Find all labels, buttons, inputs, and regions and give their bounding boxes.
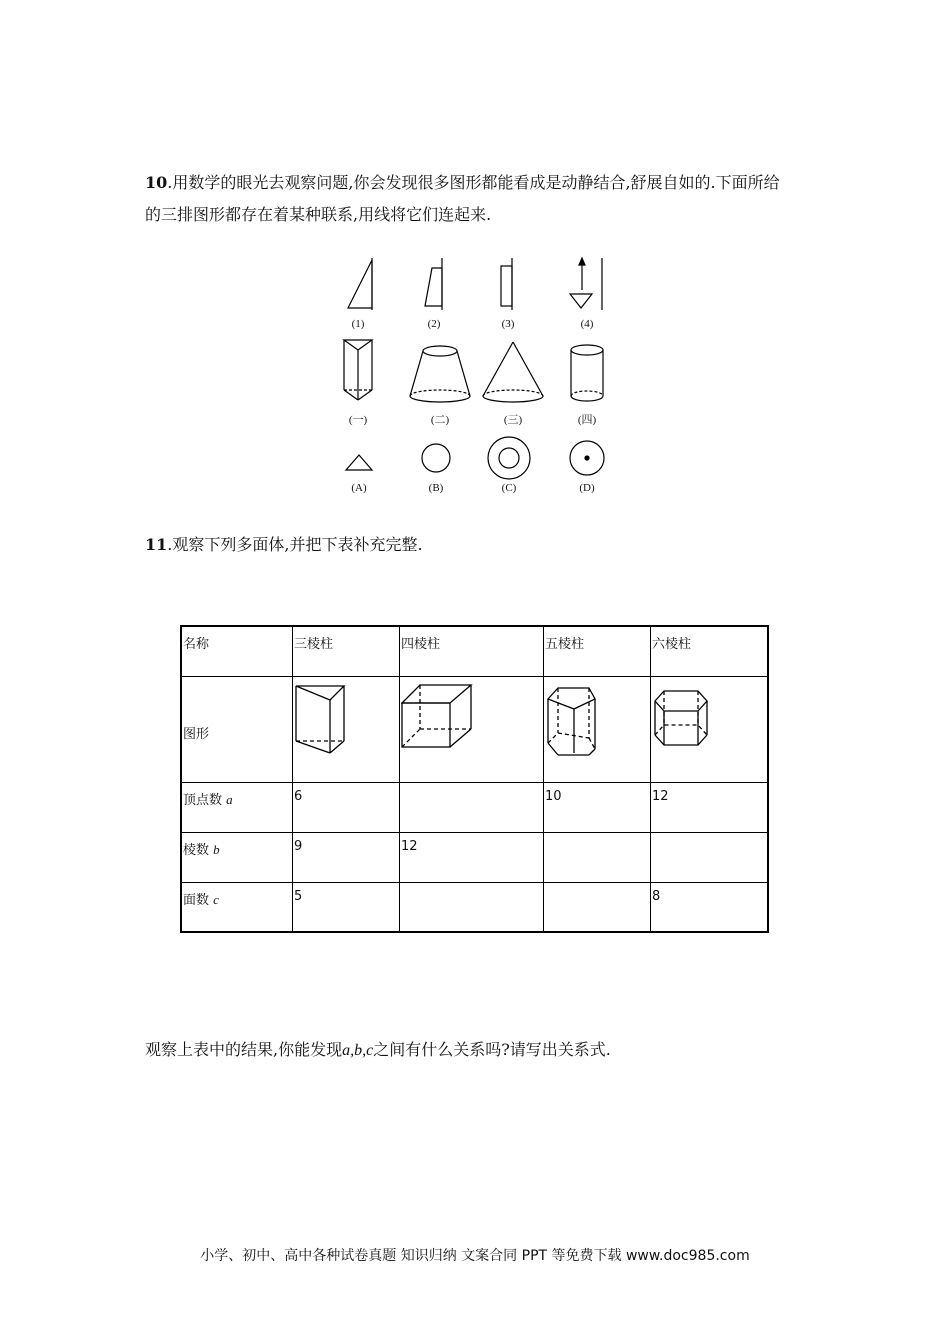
label-A: (A) <box>351 482 367 494</box>
label-1: (1) <box>351 318 365 330</box>
cell-vertices-4: 12 <box>651 782 769 832</box>
view-concentric-circles <box>488 437 530 479</box>
table-row-name <box>181 626 768 676</box>
label-3: (3) <box>501 318 515 330</box>
triangular-prism-drawing <box>294 683 354 763</box>
label-2: (2) <box>427 318 441 330</box>
cell-faces-1: 5 <box>293 882 400 932</box>
cell-edges-2: 12 <box>400 832 544 882</box>
q10-line2: 的三排图形都存在着某种联系,用线将它们连起来. <box>145 205 492 224</box>
cell-edges-1: 9 <box>293 832 400 882</box>
q10-text-1: .用数学的眼光去观察问题,你会发现很多图形都能看成是动静结合,舒展自如的.下面所给 <box>167 173 780 192</box>
cell-edges-3[interactable] <box>544 832 651 882</box>
table-row-edges <box>181 832 768 882</box>
table-row-shape <box>181 676 768 782</box>
footer-text: 小学、初中、高中各种试卷真题 知识归纳 文案合同 PPT 等免费下载 www.doc985.com <box>200 1248 750 1264</box>
table-row-vertices <box>181 782 768 832</box>
cell-col-2: 四棱柱 <box>400 626 544 676</box>
cell-col-3: 五棱柱 <box>544 626 651 676</box>
label-er: (二) <box>430 414 450 426</box>
cell-vertices-1: 6 <box>293 782 400 832</box>
pentagonal-prism-drawing <box>545 683 605 765</box>
solid-cone <box>483 342 543 402</box>
cell-vertices-3: 10 <box>544 782 651 832</box>
cell-vertices-2[interactable] <box>400 782 544 832</box>
cell-faces-3[interactable] <box>544 882 651 932</box>
cell-faces-header <box>181 882 293 932</box>
solid-triangular-prism <box>344 340 372 400</box>
label-yi: (一) <box>348 414 368 426</box>
label-san: (三) <box>503 414 523 426</box>
followup-pre: 观察上表中的结果,你能发现 <box>145 1040 343 1059</box>
cell-col-1: 三棱柱 <box>293 626 400 676</box>
view-triangle <box>346 455 372 470</box>
vertices-label: 顶点数 <box>183 792 223 808</box>
label-D: (D) <box>579 482 595 494</box>
label-4: (4) <box>580 318 594 330</box>
quadrangular-prism-drawing <box>401 683 481 763</box>
table-row-faces <box>181 882 768 932</box>
q11-line <box>145 530 423 560</box>
plane-figure-3 <box>501 258 512 310</box>
plane-figure-2 <box>425 258 442 310</box>
cell-faces-2[interactable] <box>400 882 544 932</box>
cell-edges-4[interactable] <box>651 832 769 882</box>
solid-cylinder <box>571 345 603 401</box>
followup-vars: a,b,c <box>342 1042 374 1059</box>
view-circle <box>422 444 450 472</box>
label-B: (B) <box>428 482 444 494</box>
cell-name-header: 名称 <box>181 626 293 676</box>
followup-post: 之间有什么关系吗?请写出关系式. <box>373 1040 611 1059</box>
cell-col-4: 六棱柱 <box>651 626 769 676</box>
q11-number: 11 <box>145 535 168 554</box>
q10-figure <box>330 250 630 500</box>
cell-vertices-header <box>181 782 293 832</box>
view-circle-with-dot <box>570 441 604 475</box>
cell-shape-header: 图形 <box>181 676 293 782</box>
q10-line1 <box>145 168 780 198</box>
cell-edges-header <box>181 832 293 882</box>
vertices-var: a <box>226 791 233 807</box>
hexagonal-prism-drawing <box>652 683 714 763</box>
plane-figure-4-with-arrow <box>570 258 602 310</box>
faces-var: c <box>213 891 219 907</box>
label-C: (C) <box>501 482 517 494</box>
label-si: (四) <box>577 414 597 426</box>
cell-shape-hexagonal <box>651 676 769 782</box>
edges-var: b <box>213 841 220 857</box>
cell-shape-triangular <box>293 676 400 782</box>
cell-shape-pentagonal <box>544 676 651 782</box>
solid-frustum <box>410 346 470 402</box>
faces-label: 面数 <box>183 892 210 908</box>
plane-figure-1 <box>348 258 372 310</box>
edges-label: 棱数 <box>183 842 210 858</box>
cell-shape-quadrangular <box>400 676 544 782</box>
q11-followup <box>145 1035 611 1066</box>
cell-faces-4: 8 <box>651 882 769 932</box>
q11-text: .观察下列多面体,并把下表补充完整. <box>167 535 423 554</box>
q10-number: 10 <box>145 173 168 192</box>
polyhedra-table <box>180 625 769 933</box>
